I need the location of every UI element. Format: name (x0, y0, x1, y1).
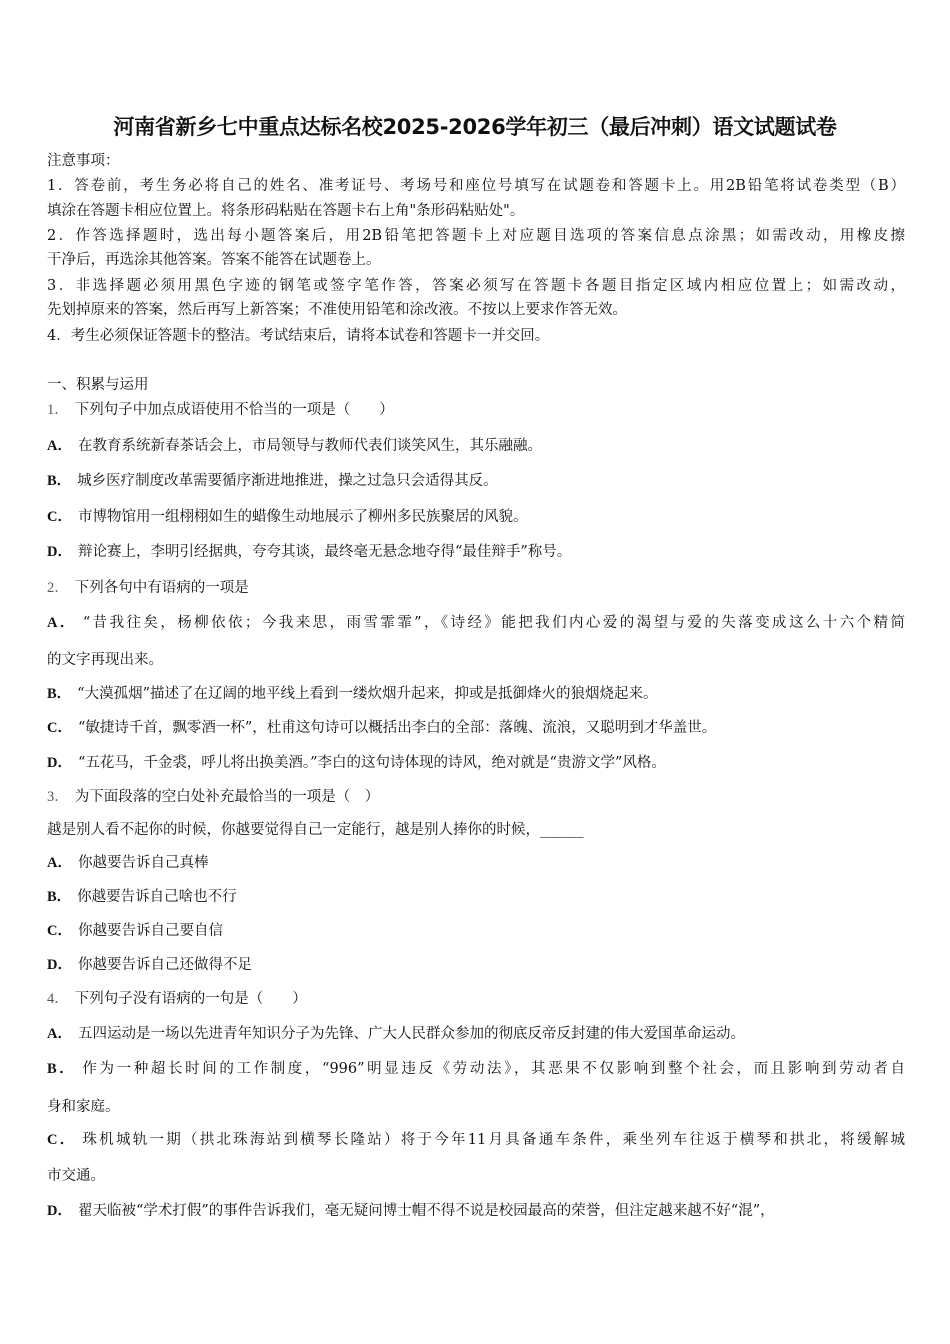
notice-heading (47, 151, 905, 171)
option-text: 城乡医疗制度改革需要循序渐进地推进，操之过急只会适得其反。 (77, 473, 498, 489)
question-1-option-C (47, 507, 905, 527)
section-heading: 一、积累与运用 (47, 377, 149, 393)
question-number: 4． (47, 991, 69, 1007)
notice-line (47, 276, 905, 296)
exam-title: 河南省新乡七中重点达标名校2025-2026学年初三（最后冲刺）语文试题试卷 (113, 115, 837, 139)
question-3-option-B (47, 887, 905, 907)
option-text: “敏捷诗千首，飘零酒一杯”，杜甫这句诗可以概括出李白的全部：落魄、流浪，又聪明到才华盖世。 (77, 720, 717, 736)
question-1-option-D (47, 542, 905, 562)
question-2-option-C (47, 718, 905, 738)
option-label: B． (47, 686, 72, 702)
notice-line (47, 201, 905, 221)
question-3-stem (47, 787, 905, 807)
question-2-option-B (47, 684, 905, 704)
question-1-option-A (47, 436, 905, 456)
option-text: “大漠孤烟”描述了在辽阔的地平线上看到一缕炊烟升起来，抑或是抵御烽火的狼烟烧起来。 (77, 686, 658, 702)
question-4-option-C (47, 1130, 905, 1150)
notice-text: 3．非选择题必须用黑色字迹的钢笔或签字笔作答，答案必须写在答题卡各题目指定区域内相应位置上；如需改动， (47, 278, 905, 294)
question-1-option-B (47, 471, 905, 491)
section-heading (47, 375, 905, 395)
option-label: D． (47, 544, 72, 560)
option-text: 作为一种超长时间的工作制度，“996”明显违反《劳动法》，其恶果不仅影响到整个社会，而且影响到劳动者自 (82, 1061, 905, 1077)
option-text: “昔我往矣，杨柳依依；今我来思，雨雪霏霏”，《诗经》能把我们内心爱的渴望与爱的失落变成这么十六个精简 (82, 615, 905, 631)
option-text: “五花马，千金裘，呼儿将出换美酒。”李白的这句诗体现的诗风，绝对就是“贵游文学”风格。 (77, 755, 666, 771)
notice-text: 1．答卷前，考生务必将自己的姓名、准考证号、考场号和座位号填写在试题卷和答题卡上。用2B铅笔将试卷类型（B） (47, 178, 905, 194)
option-text: 你越要告诉自己啥也不行 (77, 889, 237, 905)
option-text: 你越要告诉自己要自信 (77, 923, 223, 939)
question-stem: 下列句子没有语病的一句是（ ） (74, 991, 307, 1007)
option-text: 翟天临被“学术打假”的事件告诉我们，毫无疑问博士帽不得不说是校园最高的荣誉，但注定越来越不好“混”， (77, 1203, 775, 1219)
option-text: 的文字再现出来。 (47, 652, 163, 668)
option-label: B． (47, 1061, 77, 1077)
option-label: A． (47, 438, 72, 454)
notice-line (47, 300, 905, 320)
notice-text: 2．作答选择题时，选出每小题答案后，用2B铅笔把答题卡上对应题目选项的答案信息点涂黑；如需改动，用橡皮擦 (47, 228, 905, 244)
question-number: 2． (47, 580, 69, 596)
question-2-option-D (47, 753, 905, 773)
option-label: C． (47, 923, 72, 939)
option-text: 你越要告诉自己真棒 (77, 855, 209, 871)
option-label: B． (47, 889, 72, 905)
option-text: 在教育系统新春茶话会上，市局领导与教师代表们谈笑风生，其乐融融。 (77, 438, 542, 454)
question-2-option-A (47, 650, 905, 670)
question-passage: 越是别人看不起你的时候，你越要觉得自己一定能行，越是别人捧你的时候，______ (47, 822, 584, 838)
option-text: 辩论赛上，李明引经据典，夸夸其谈，最终毫无悬念地夺得“最佳辩手”称号。 (77, 544, 572, 560)
question-4-option-B (47, 1059, 905, 1079)
question-2-option-A (47, 613, 905, 633)
notice-line (47, 326, 905, 346)
question-4-option-B (47, 1097, 905, 1117)
notice-text: 干净后，再选涂其他答案。答案不能答在试题卷上。 (47, 252, 381, 268)
question-3-passage (47, 820, 905, 840)
notice-line (47, 250, 905, 270)
notice-line (47, 176, 905, 196)
question-4-option-D (47, 1201, 905, 1221)
option-text: 五四运动是一场以先进青年知识分子为先锋、广大人民群众参加的彻底反帝反封建的伟大爱国革命运动。 (77, 1026, 745, 1042)
option-label: D． (47, 957, 72, 973)
question-stem: 为下面段落的空白处补充最恰当的一项是（ ） (74, 789, 380, 805)
question-4-stem (47, 989, 905, 1009)
notice-text: 填涂在答题卡相应位置上。将条形码粘贴在答题卡右上角"条形码粘贴处"。 (47, 203, 525, 219)
question-1-stem (47, 400, 905, 420)
question-stem: 下列句子中加点成语使用不恰当的一项是（ ） (74, 402, 394, 418)
question-3-option-D (47, 955, 905, 975)
question-stem: 下列各句中有语病的一项是 (74, 580, 249, 596)
option-label: A． (47, 1026, 72, 1042)
question-2-stem (47, 578, 905, 598)
option-label: C． (47, 509, 72, 525)
question-4-option-C (47, 1166, 905, 1186)
question-4-option-A (47, 1024, 905, 1044)
option-label: A． (47, 855, 72, 871)
option-text: 珠机城轨一期（拱北珠海站到横琴长隆站）将于今年11月具备通车条件，乘坐列车往返于横琴和拱北，将缓解城 (82, 1132, 905, 1148)
option-label: B． (47, 473, 72, 489)
notice-line (47, 226, 905, 246)
notice-text: 4．考生必须保证答题卡的整洁。考试结束后，请将本试卷和答题卡一并交回。 (47, 328, 550, 344)
option-label: A． (47, 615, 77, 631)
option-label: D． (47, 755, 72, 771)
option-label: D． (47, 1203, 72, 1219)
question-3-option-C (47, 921, 905, 941)
option-label: C． (47, 720, 72, 736)
option-text: 市博物馆用一组栩栩如生的蜡像生动地展示了柳州多民族聚居的风貌。 (77, 509, 528, 525)
option-text: 市交通。 (47, 1168, 105, 1184)
notice-text: 先划掉原来的答案，然后再写上新答案；不准使用铅笔和涂改液。不按以上要求作答无效。 (47, 302, 627, 318)
question-number: 1． (47, 402, 69, 418)
option-label: C． (47, 1132, 77, 1148)
notice-heading: 注意事项： (47, 153, 120, 169)
question-number: 3． (47, 789, 69, 805)
option-text: 身和家庭。 (47, 1099, 120, 1115)
option-text: 你越要告诉自己还做得不足 (77, 957, 252, 973)
question-3-option-A (47, 853, 905, 873)
